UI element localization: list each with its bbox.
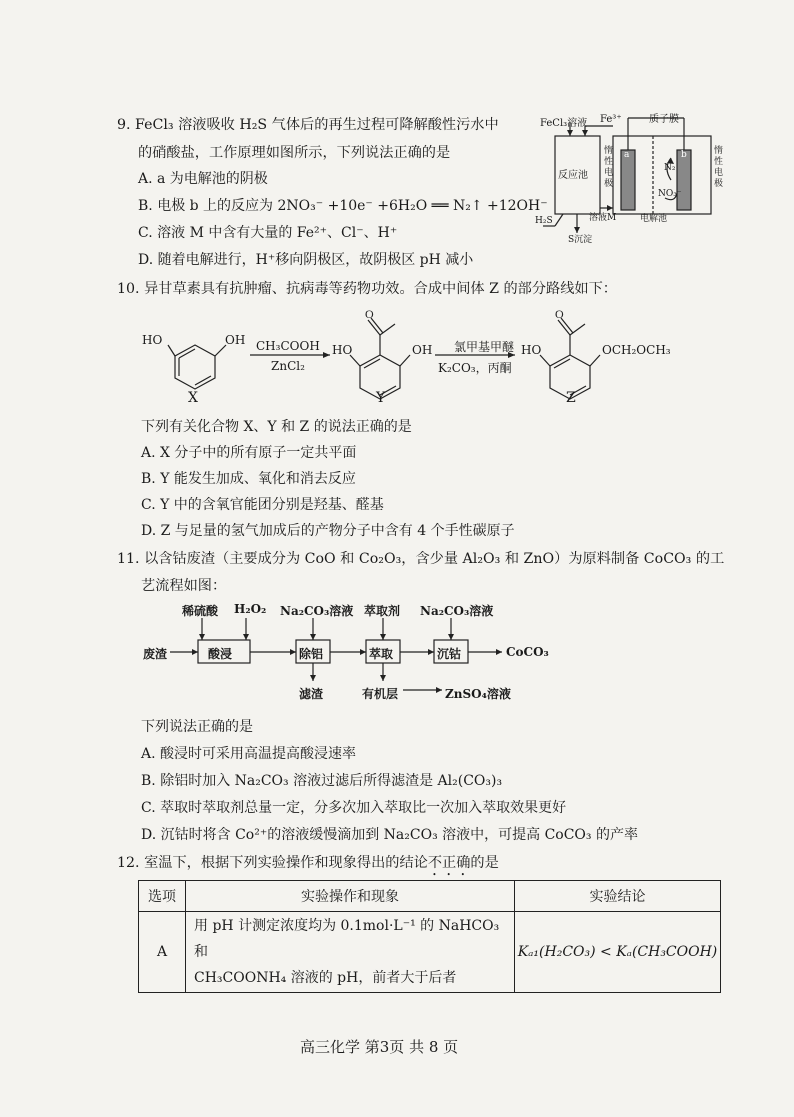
- q12-table: [138, 880, 721, 993]
- flow-input-h2o2: H₂O₂: [234, 602, 267, 616]
- reagent2-top: 氯甲基甲醚: [454, 340, 515, 354]
- flow-step-remove-al: 除铝: [299, 647, 324, 661]
- q9-stem-line2: 的硝酸盐，工作原理如图所示，下列说法正确的是: [138, 145, 451, 161]
- row-a-conclusion: Kₐ₁(H₂CO₃) < Kₐ(CH₃COOH): [515, 912, 721, 993]
- fig-no3-label: NO₃⁻: [658, 189, 682, 199]
- flow-step-extract: 萃取: [369, 647, 394, 661]
- flow-output-znso4: ZnSO₄溶液: [445, 687, 511, 701]
- q12-stem: [117, 852, 499, 879]
- flow-product-coco3: CoCO₃: [506, 645, 549, 659]
- compound-z-label: Z: [566, 390, 576, 406]
- x-oh-label: OH: [225, 333, 246, 347]
- q12-stem-part1: 12. 室温下，根据下列实验操作和现象得出的结论: [117, 855, 428, 871]
- fig-membrane-label: 质子膜: [649, 114, 679, 125]
- fig-fe3-label: Fe³⁺: [600, 114, 622, 125]
- fig-electrode-a-label: a: [624, 150, 630, 160]
- reagent2-bottom: K₂CO₃，丙酮: [438, 361, 512, 375]
- table-header-row: [139, 881, 721, 912]
- flow-input-extractant: 萃取剂: [364, 604, 401, 618]
- flow-output-organic-layer: 有机层: [362, 687, 399, 701]
- q11-stem-line2: 艺流程如图：: [141, 578, 227, 594]
- flow-step-precipitate-co: 沉钴: [437, 647, 462, 661]
- svg-text:O: O: [365, 307, 374, 321]
- q12-stem-emphasis: 不正确: [427, 855, 471, 871]
- compound-x-label: X: [188, 390, 198, 406]
- q9-option-c: C. 溶液 M 中含有大量的 Fe²⁺、Cl⁻、H⁺: [138, 225, 398, 241]
- x-ho-label: HO: [142, 333, 163, 347]
- flow-step-acid-leach: 酸浸: [208, 647, 233, 661]
- q12-stem-part2: 的是: [470, 855, 499, 871]
- row-a-operation-line1: 用 pH 计测定浓度均为 0.1mol·L⁻¹ 的 NaHCO₃ 和: [194, 918, 500, 960]
- z-ho-label: HO: [521, 343, 542, 357]
- reagent1-bottom: ZnCl₂: [271, 359, 305, 373]
- th-option: 选项: [139, 881, 186, 912]
- q10-option-d: D. Z 与足量的氢气加成后的产物分子中含有 4 个手性碳原子: [141, 523, 515, 539]
- q11-option-d: D. 沉钴时将含 Co²⁺的溶液缓慢滴加到 Na₂CO₃ 溶液中，可提高 CoCO₃ 的产率: [141, 827, 638, 843]
- fig-h2s-label: H₂S: [535, 216, 553, 226]
- fig-s-precipitate-label: S沉淀: [568, 235, 593, 245]
- fig-inert-right-label: 惰性电极: [714, 146, 724, 189]
- flow-input-dilute-h2so4: 稀硫酸: [182, 604, 219, 618]
- q11-sub-intro: 下列说法正确的是: [141, 719, 253, 735]
- q9-option-b: B. 电极 b 上的反应为 2NO₃⁻ +10e⁻ +6H₂O ══ N₂↑ +12OH⁻: [138, 198, 548, 214]
- row-a-operation-line2: CH₃COONH₄ 溶液的 pH，前者大于后者: [194, 970, 457, 986]
- q10-option-a: A. X 分子中的所有原子一定共平面: [141, 445, 357, 461]
- y-oh-label: OH: [412, 343, 433, 357]
- compound-y-label: Y: [376, 390, 386, 406]
- table-row: [139, 912, 721, 993]
- q11-option-b: B. 除铝时加入 Na₂CO₃ 溶液过滤后所得滤渣是 Al₂(CO₃)₃: [141, 773, 503, 789]
- q11-option-a: A. 酸浸时可采用高温提高酸浸速率: [141, 746, 357, 762]
- fig-electrode-b-label: b: [681, 150, 687, 160]
- th-operation: 实验操作和现象: [186, 881, 515, 912]
- flow-input-na2co3-2: Na₂CO₃溶液: [420, 604, 494, 618]
- q10-option-c: C. Y 中的含氧官能团分别是羟基、醛基: [141, 497, 384, 513]
- fig-cell-label: 电解池: [640, 214, 668, 224]
- reagent1-top: CH₃COOH: [256, 339, 320, 353]
- fig-n2-label: N₂: [664, 163, 676, 173]
- row-a-option: A: [139, 912, 186, 993]
- flow-output-residue: 滤渣: [299, 687, 324, 701]
- q10-option-b: B. Y 能发生加成、氧化和消去反应: [141, 471, 356, 487]
- th-conclusion: 实验结论: [515, 881, 721, 912]
- q9-option-a: A. a 为电解池的阴极: [138, 171, 268, 187]
- q9-option-d: D. 随着电解进行，H⁺移向阴极区，故阴极区 pH 减小: [138, 252, 474, 268]
- row-a-operation: [186, 912, 515, 993]
- fig-inert-left-label: 惰性电极: [604, 146, 614, 189]
- flow-start-waste: 废渣: [143, 647, 168, 661]
- z-och2och3-label: OCH₂OCH₃: [602, 343, 671, 357]
- q11-option-c: C. 萃取时萃取剂总量一定，分多次加入萃取比一次加入萃取效果更好: [141, 800, 567, 816]
- fig-reactor-label: 反应池: [558, 170, 588, 181]
- svg-text:O: O: [555, 307, 564, 321]
- fig-fecl3-label: FeCl₃溶液: [540, 118, 588, 129]
- q10-sub-intro: 下列有关化合物 X、Y 和 Z 的说法正确的是: [141, 419, 412, 435]
- q11-stem-line1: 11. 以含钴废渣（主要成分为 CoO 和 Co₂O₃，含少量 Al₂O₃ 和 ZnO）为原料制备 CoCO₃ 的工: [117, 551, 725, 567]
- page-footer: 高三化学 第3页 共 8 页: [300, 1038, 459, 1056]
- q10-stem: 10. 异甘草素具有抗肿瘤、抗病毒等药物功效。合成中间体 Z 的部分路线如下：: [117, 281, 617, 297]
- y-ho-label: HO: [332, 343, 353, 357]
- flow-input-na2co3-1: Na₂CO₃溶液: [280, 604, 354, 618]
- q9-stem-line1: 9. FeCl₃ 溶液吸收 H₂S 气体后的再生过程可降解酸性污水中: [117, 117, 499, 133]
- fig-solution-m-label: 溶液M: [589, 213, 617, 223]
